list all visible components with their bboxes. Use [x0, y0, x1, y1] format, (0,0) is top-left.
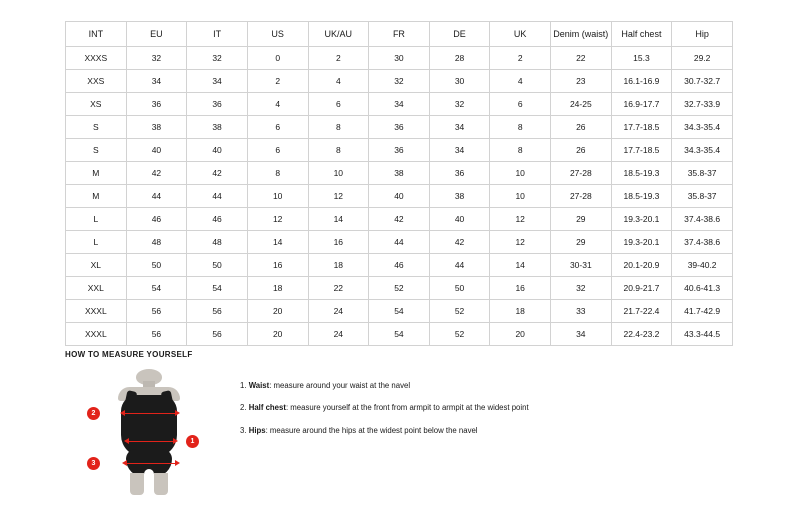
table-row	[66, 93, 733, 116]
table-cell: 23	[551, 70, 612, 93]
table-cell: 6	[308, 93, 369, 116]
table-cell: 18	[308, 254, 369, 277]
table-cell: 46	[126, 208, 187, 231]
table-cell: 6	[247, 139, 308, 162]
table-cell: 54	[126, 277, 187, 300]
measure-note-text: : measure yourself at the front from armpit to armpit at the widest point	[285, 403, 529, 413]
mannequin-crotch-gap	[144, 469, 154, 479]
table-cell: 37.4-38.6	[672, 231, 733, 254]
table-cell: 12	[490, 208, 551, 231]
measure-note	[240, 403, 529, 412]
table-cell: 40	[187, 139, 248, 162]
table-cell: 4	[247, 93, 308, 116]
table-cell: 38	[187, 116, 248, 139]
table-cell: 40	[429, 208, 490, 231]
measure-note-term: Waist	[248, 381, 270, 390]
table-cell: 32	[187, 47, 248, 70]
table-cell: 56	[187, 323, 248, 346]
measure-note-number: 1.	[240, 381, 247, 390]
half-chest-arrow-left	[120, 410, 125, 416]
table-cell: 54	[369, 300, 430, 323]
table-cell: 34.3-35.4	[672, 139, 733, 162]
table-cell: 15.3	[611, 47, 672, 70]
table-cell: 52	[369, 277, 430, 300]
badge-waist: 1	[186, 435, 199, 448]
table-cell: 12	[247, 208, 308, 231]
table-cell: 16	[247, 254, 308, 277]
table-cell: 21.7-22.4	[611, 300, 672, 323]
how-to-measure-body	[65, 369, 765, 494]
table-row	[66, 162, 733, 185]
measure-note	[240, 426, 529, 435]
table-row	[66, 185, 733, 208]
table-cell: 8	[247, 162, 308, 185]
size-label-cell: M	[66, 185, 127, 208]
table-cell: 19.3-20.1	[611, 208, 672, 231]
table-cell: 18	[247, 277, 308, 300]
table-cell: 34	[429, 116, 490, 139]
table-cell: 44	[187, 185, 248, 208]
table-cell: 0	[247, 47, 308, 70]
table-cell: 17.7-18.5	[611, 116, 672, 139]
table-cell: 4	[308, 70, 369, 93]
table-cell: 28	[429, 47, 490, 70]
table-cell: 17.7-18.5	[611, 139, 672, 162]
table-cell: 32	[551, 277, 612, 300]
table-cell: 24	[308, 300, 369, 323]
table-cell: 16	[308, 231, 369, 254]
table-row	[66, 139, 733, 162]
table-cell: 18.5-19.3	[611, 185, 672, 208]
table-row	[66, 70, 733, 93]
table-cell: 16.9-17.7	[611, 93, 672, 116]
table-row	[66, 47, 733, 70]
table-cell: 48	[187, 231, 248, 254]
table-row	[66, 254, 733, 277]
table-cell: 10	[490, 185, 551, 208]
table-cell: 50	[429, 277, 490, 300]
table-row	[66, 277, 733, 300]
table-cell: 24	[308, 323, 369, 346]
table-cell: 36	[369, 139, 430, 162]
garment-torso	[121, 395, 177, 457]
mannequin-leg-left	[130, 473, 144, 495]
table-cell: 29	[551, 231, 612, 254]
table-cell: 27-28	[551, 162, 612, 185]
table-cell: 40.6-41.3	[672, 277, 733, 300]
table-cell: 14	[247, 231, 308, 254]
size-label-cell: S	[66, 139, 127, 162]
badge-half-chest: 2	[87, 407, 100, 420]
table-cell: 20.9-21.7	[611, 277, 672, 300]
table-cell: 30.7-32.7	[672, 70, 733, 93]
measure-notes-list	[240, 369, 529, 448]
table-header-cell: INT	[66, 22, 127, 47]
size-table	[65, 21, 733, 346]
table-cell: 20	[490, 323, 551, 346]
table-cell: 34	[187, 70, 248, 93]
table-cell: 36	[429, 162, 490, 185]
table-cell: 24-25	[551, 93, 612, 116]
table-header-cell: DE	[429, 22, 490, 47]
size-table-body	[66, 47, 733, 346]
measure-note-text: : measure around your waist at the navel	[269, 381, 411, 390]
table-cell: 16.1-16.9	[611, 70, 672, 93]
table-header-cell: US	[247, 22, 308, 47]
table-cell: 42	[429, 231, 490, 254]
table-cell: 22.4-23.2	[611, 323, 672, 346]
table-cell: 34	[126, 70, 187, 93]
waist-measure-line	[126, 441, 174, 442]
table-cell: 18.5-19.3	[611, 162, 672, 185]
size-label-cell: XL	[66, 254, 127, 277]
table-cell: 32	[369, 70, 430, 93]
table-cell: 46	[369, 254, 430, 277]
size-label-cell: XXXS	[66, 47, 127, 70]
measure-note	[240, 381, 529, 390]
table-cell: 35.8-37	[672, 185, 733, 208]
size-table-head	[66, 22, 733, 47]
table-cell: 2	[247, 70, 308, 93]
table-cell: 32	[429, 93, 490, 116]
table-cell: 39-40.2	[672, 254, 733, 277]
table-cell: 42	[126, 162, 187, 185]
table-cell: 20	[247, 300, 308, 323]
table-cell: 18	[490, 300, 551, 323]
mannequin-illustration	[90, 369, 210, 494]
table-cell: 29	[551, 208, 612, 231]
table-cell: 14	[308, 208, 369, 231]
table-cell: 56	[126, 300, 187, 323]
half-chest-arrow-right	[175, 410, 180, 416]
size-label-cell: XS	[66, 93, 127, 116]
table-cell: 6	[247, 116, 308, 139]
how-to-measure-title: HOW TO MEASURE YOURSELF	[65, 350, 193, 359]
waist-arrow-left	[124, 438, 129, 444]
table-row	[66, 323, 733, 346]
table-row	[66, 208, 733, 231]
table-cell: 42	[369, 208, 430, 231]
table-cell: 48	[126, 231, 187, 254]
measure-note-term: Hips	[248, 425, 266, 435]
size-label-cell: M	[66, 162, 127, 185]
table-cell: 32.7-33.9	[672, 93, 733, 116]
table-cell: 52	[429, 323, 490, 346]
table-row	[66, 231, 733, 254]
measure-note-number: 2.	[240, 403, 247, 413]
size-table-container	[65, 21, 733, 346]
mannequin-leg-right	[154, 473, 168, 495]
how-to-measure-section	[65, 350, 765, 494]
table-cell: 19.3-20.1	[611, 231, 672, 254]
size-label-cell: S	[66, 116, 127, 139]
table-cell: 29.2	[672, 47, 733, 70]
table-cell: 22	[551, 47, 612, 70]
measure-note-term: Half chest	[248, 403, 286, 413]
table-cell: 8	[308, 116, 369, 139]
table-row	[66, 300, 733, 323]
table-cell: 30	[429, 70, 490, 93]
size-label-cell: L	[66, 208, 127, 231]
table-cell: 36	[187, 93, 248, 116]
size-label-cell: XXXL	[66, 300, 127, 323]
half-chest-measure-line	[122, 413, 176, 414]
table-cell: 46	[187, 208, 248, 231]
table-header-cell: FR	[369, 22, 430, 47]
table-header-cell: UK	[490, 22, 551, 47]
table-cell: 38	[126, 116, 187, 139]
table-cell: 36	[126, 93, 187, 116]
table-cell: 6	[490, 93, 551, 116]
table-cell: 30-31	[551, 254, 612, 277]
table-cell: 10	[308, 162, 369, 185]
table-cell: 43.3-44.5	[672, 323, 733, 346]
table-cell: 10	[490, 162, 551, 185]
table-header-cell: EU	[126, 22, 187, 47]
table-header-row	[66, 22, 733, 47]
table-cell: 2	[490, 47, 551, 70]
hips-arrow-left	[122, 460, 127, 466]
table-cell: 42	[187, 162, 248, 185]
table-cell: 52	[429, 300, 490, 323]
table-cell: 12	[490, 231, 551, 254]
table-cell: 26	[551, 116, 612, 139]
table-cell: 38	[429, 185, 490, 208]
size-label-cell: XXXL	[66, 323, 127, 346]
table-cell: 14	[490, 254, 551, 277]
table-cell: 44	[429, 254, 490, 277]
table-header-cell: Half chest	[611, 22, 672, 47]
table-header-cell: Denim (waist)	[551, 22, 612, 47]
table-cell: 40	[126, 139, 187, 162]
table-cell: 20	[247, 323, 308, 346]
table-header-cell: Hip	[672, 22, 733, 47]
size-label-cell: L	[66, 231, 127, 254]
table-cell: 34	[369, 93, 430, 116]
table-cell: 50	[126, 254, 187, 277]
table-cell: 41.7-42.9	[672, 300, 733, 323]
table-cell: 36	[369, 116, 430, 139]
table-cell: 34.3-35.4	[672, 116, 733, 139]
measure-note-text: : measure around the hips at the widest point below the navel	[265, 425, 478, 435]
table-cell: 33	[551, 300, 612, 323]
table-cell: 38	[369, 162, 430, 185]
size-label-cell: XXS	[66, 70, 127, 93]
table-cell: 26	[551, 139, 612, 162]
table-cell: 54	[369, 323, 430, 346]
table-cell: 32	[126, 47, 187, 70]
table-cell: 56	[126, 323, 187, 346]
table-cell: 54	[187, 277, 248, 300]
size-label-cell: XXL	[66, 277, 127, 300]
measure-note-number: 3.	[240, 425, 247, 435]
table-header-cell: IT	[187, 22, 248, 47]
table-cell: 22	[308, 277, 369, 300]
table-cell: 16	[490, 277, 551, 300]
table-cell: 40	[369, 185, 430, 208]
table-cell: 8	[308, 139, 369, 162]
hips-arrow-right	[175, 460, 180, 466]
table-row	[66, 116, 733, 139]
table-cell: 34	[429, 139, 490, 162]
table-cell: 35.8-37	[672, 162, 733, 185]
table-cell: 50	[187, 254, 248, 277]
table-header-cell: UK/AU	[308, 22, 369, 47]
table-cell: 20.1-20.9	[611, 254, 672, 277]
waist-arrow-right	[173, 438, 178, 444]
table-cell: 37.4-38.6	[672, 208, 733, 231]
table-cell: 12	[308, 185, 369, 208]
table-cell: 10	[247, 185, 308, 208]
table-cell: 4	[490, 70, 551, 93]
table-cell: 30	[369, 47, 430, 70]
table-cell: 2	[308, 47, 369, 70]
table-cell: 56	[187, 300, 248, 323]
table-cell: 44	[126, 185, 187, 208]
table-cell: 44	[369, 231, 430, 254]
table-cell: 8	[490, 116, 551, 139]
table-cell: 34	[551, 323, 612, 346]
table-cell: 27-28	[551, 185, 612, 208]
badge-hips: 3	[87, 457, 100, 470]
hips-measure-line	[124, 463, 176, 464]
table-cell: 8	[490, 139, 551, 162]
